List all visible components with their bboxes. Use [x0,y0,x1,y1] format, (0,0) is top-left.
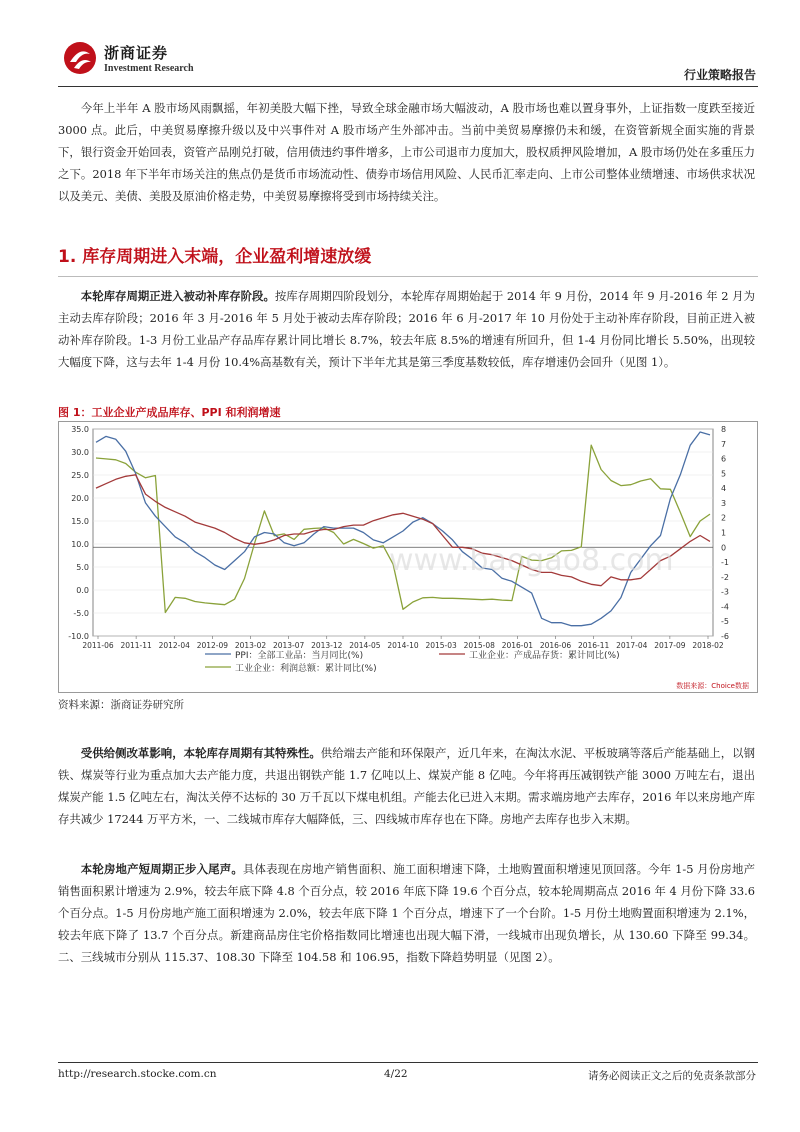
company-name-en: Investment Research [104,63,194,74]
paragraph-lead: 本轮库存周期正进入被动补库存阶段。 [80,289,275,303]
left-tick-label: 5.0 [76,563,89,572]
x-tick-label: 2011-11 [120,641,152,650]
intro-paragraph: 今年上半年 A 股市场风雨飘摇，年初美股大幅下挫，导致全球金融市场大幅波动，A 股市场也难以置身事外，上证指数一度跌至接近 3000 点。此后，中美贸易摩擦升级以及中兴事件对 A 股市场产生外部冲击。当前中美贸易摩擦仍未和缓，在资管新规全面实施的背景下，银行资金开始回表，资管产品刚兑打破，信用债违约事件增多，上市公司退市力度加大，股权质押风险增加，A 股市场仍处在多重压力之下。2018 年下半年市场关注的焦点仍是货币市场流动性、债券市场信用风险、人民币汇率走向、上市公司整体业绩增速、市场供求状况以及美元、美债、美股及原油价格走势，中美贸易摩擦将受到市场持续关注。 [58,101,755,203]
chart-data-source: 数据来源：Choice数据 [676,682,749,690]
left-tick-label: -10.0 [68,632,89,641]
header-divider [58,86,758,87]
x-tick-label: 2013-07 [272,641,305,650]
right-tick-label: -2 [721,572,729,582]
right-tick-label: -5 [721,617,729,627]
right-tick-label: 1 [721,528,727,538]
page-header [58,36,758,86]
paragraph-inventory-cycle [58,285,755,373]
x-tick-label: 2016-11 [577,641,610,650]
x-tick-label: 2013-02 [234,641,267,650]
page-number: 4/22 [384,1068,408,1080]
x-tick-label: 2014-05 [349,641,381,650]
figure-frame [58,421,758,693]
section-title: 1. 库存周期进入末端，企业盈利增速放缓 [58,247,372,267]
legend-profit: 工业企业：利润总额：累计同比(%) [235,664,377,674]
x-tick-label: 2014-10 [387,641,419,650]
paragraph-lead: 受供给侧改革影响，本轮库存周期有其特殊性。 [80,746,321,760]
right-tick-label: -1 [721,558,729,568]
zheshang-logo-icon [62,40,98,76]
paragraph-real-estate [58,858,755,968]
right-tick-label: 4 [721,484,727,494]
report-type: 行业策略报告 [683,68,756,82]
footer-divider [58,1062,758,1063]
footer-disclaimer: 请务必阅读正文之后的免责条款部分 [588,1070,756,1082]
plot-area [93,429,713,636]
section-divider [58,276,758,277]
figure-source: 资料来源：浙商证券研究所 [58,699,184,711]
right-tick-label: -3 [721,587,729,597]
line-chart [59,422,757,692]
right-tick-label: -4 [721,602,729,612]
x-tick-label: 2015-08 [463,641,495,650]
paragraph-body: 供给端去产能和环保限产，近几年来，在淘汰水泥、平板玻璃等落后产能基础上，以钢铁、煤炭等行业为重点加大去产能力度，共退出钢铁产能 1.7 亿吨以上、煤炭产能 8 亿吨。今年将再压减钢铁产能 3000 万吨左右，退出煤炭产能 1.5 亿吨左右，淘汰关停不达标的 30 万千瓦以下煤电机组。产能去化已进入末期。需求端房地产去库存，2016 年以来房地产库存共减少 17244 万平方米，一、二线城市库存大幅降低，三、四线城市库存也在下降。房地产去库存也步入末期。 [58,746,755,826]
x-tick-label: 2017-09 [654,641,686,650]
watermark: www.baogao8.com [389,543,674,578]
paragraph-body: 具体表现在房地产销售面积、施工面积增速下降，土地购置面积增速见顶回落。今年 1-5 月份房地产销售面积累计增速为 2.9%，较去年底下降 4.8 个百分点，较 2016 年底下降 19.6 个百分点，较本轮周期高点 2016 年 4 月份下降 33.6 个百分点。1-5 月份房地产施工面积增速为 2.0%，较去年底下降 1 个百分点，增速下了一个台阶。1-5 月份土地购置面积增速为 2.1%，较去年底下降了 13.7 个百分点。新建商品房住宅价格指数同比增速也出现大幅下滑，一线城市出现负增长，从 130.60 下降至 99.34。二、三线城市分别从 115.37、108.30 下降至 104.58 和 106.95，指数下降趋势明显（见图 2）。 [58,862,755,964]
left-tick-label: 30.0 [71,448,89,457]
legend [205,649,620,674]
paragraph-supply-side [58,742,755,830]
x-tick-label: 2016-01 [501,641,534,650]
x-tick-label: 2011-06 [82,641,114,650]
legend-ppi: PPI：全部工业品：当月同比(%) [235,651,364,661]
right-tick-label: 6 [721,454,727,464]
x-tick-label: 2012-09 [196,641,229,650]
left-tick-label: 15.0 [71,517,89,526]
x-tick-label: 2015-03 [425,641,457,650]
x-tick-label: 2016-06 [539,641,572,650]
left-tick-label: 25.0 [71,471,89,480]
right-tick-label: 8 [721,425,727,434]
left-tick-label: 10.0 [71,540,89,549]
right-tick-label: 7 [721,439,727,449]
x-tick-label: 2013-12 [311,641,343,650]
company-name-cn: 浙商证券 [104,44,169,62]
paragraph-body: 按库存周期四阶段划分，本轮库存周期始起于 2014 年 9 月份，2014 年 9 月-2016 年 2 月为主动去库存阶段；2016 年 3 月-2016 年 5 月处于被动去库存阶段；2016 年 6 月-2017 年 10 月份处于主动补库存阶段，目前正进入被动补库存阶段。1-3 月份工业品产存品库存累计同比增长 8.7%，较去年底 8.5%的增速有所回升，但 1-4 月份同比增长 5.50%，出现较大幅度下降，这与去年 1-4 月份 10.4%高基数有关，预计下半年尤其是第三季度基数较低，库存增速仍会回升（见图 1）。 [58,289,755,369]
right-tick-label: 5 [721,469,727,479]
left-tick-label: 0.0 [76,586,89,595]
right-tick-label: 3 [721,498,727,508]
left-tick-label: 20.0 [71,494,89,503]
figure-title: 图 1：工业企业产成品库存、PPI 和利润增速 [58,406,281,419]
footer-url-link[interactable]: http://research.stocke.com.cn [58,1068,217,1080]
x-tick-label: 2018-02 [692,641,724,650]
x-tick-label: 2017-04 [616,641,648,650]
left-tick-label: -5.0 [73,609,89,618]
paragraph-lead: 本轮房地产短周期正步入尾声。 [80,862,243,876]
right-tick-label: 0 [721,543,727,553]
right-tick-label: -6 [721,632,729,641]
legend-inventory: 工业企业：产成品存货：累计同比(%) [469,651,620,661]
left-tick-label: 35.0 [71,425,89,434]
right-tick-label: 2 [721,513,727,523]
x-tick-label: 2012-04 [158,641,190,650]
